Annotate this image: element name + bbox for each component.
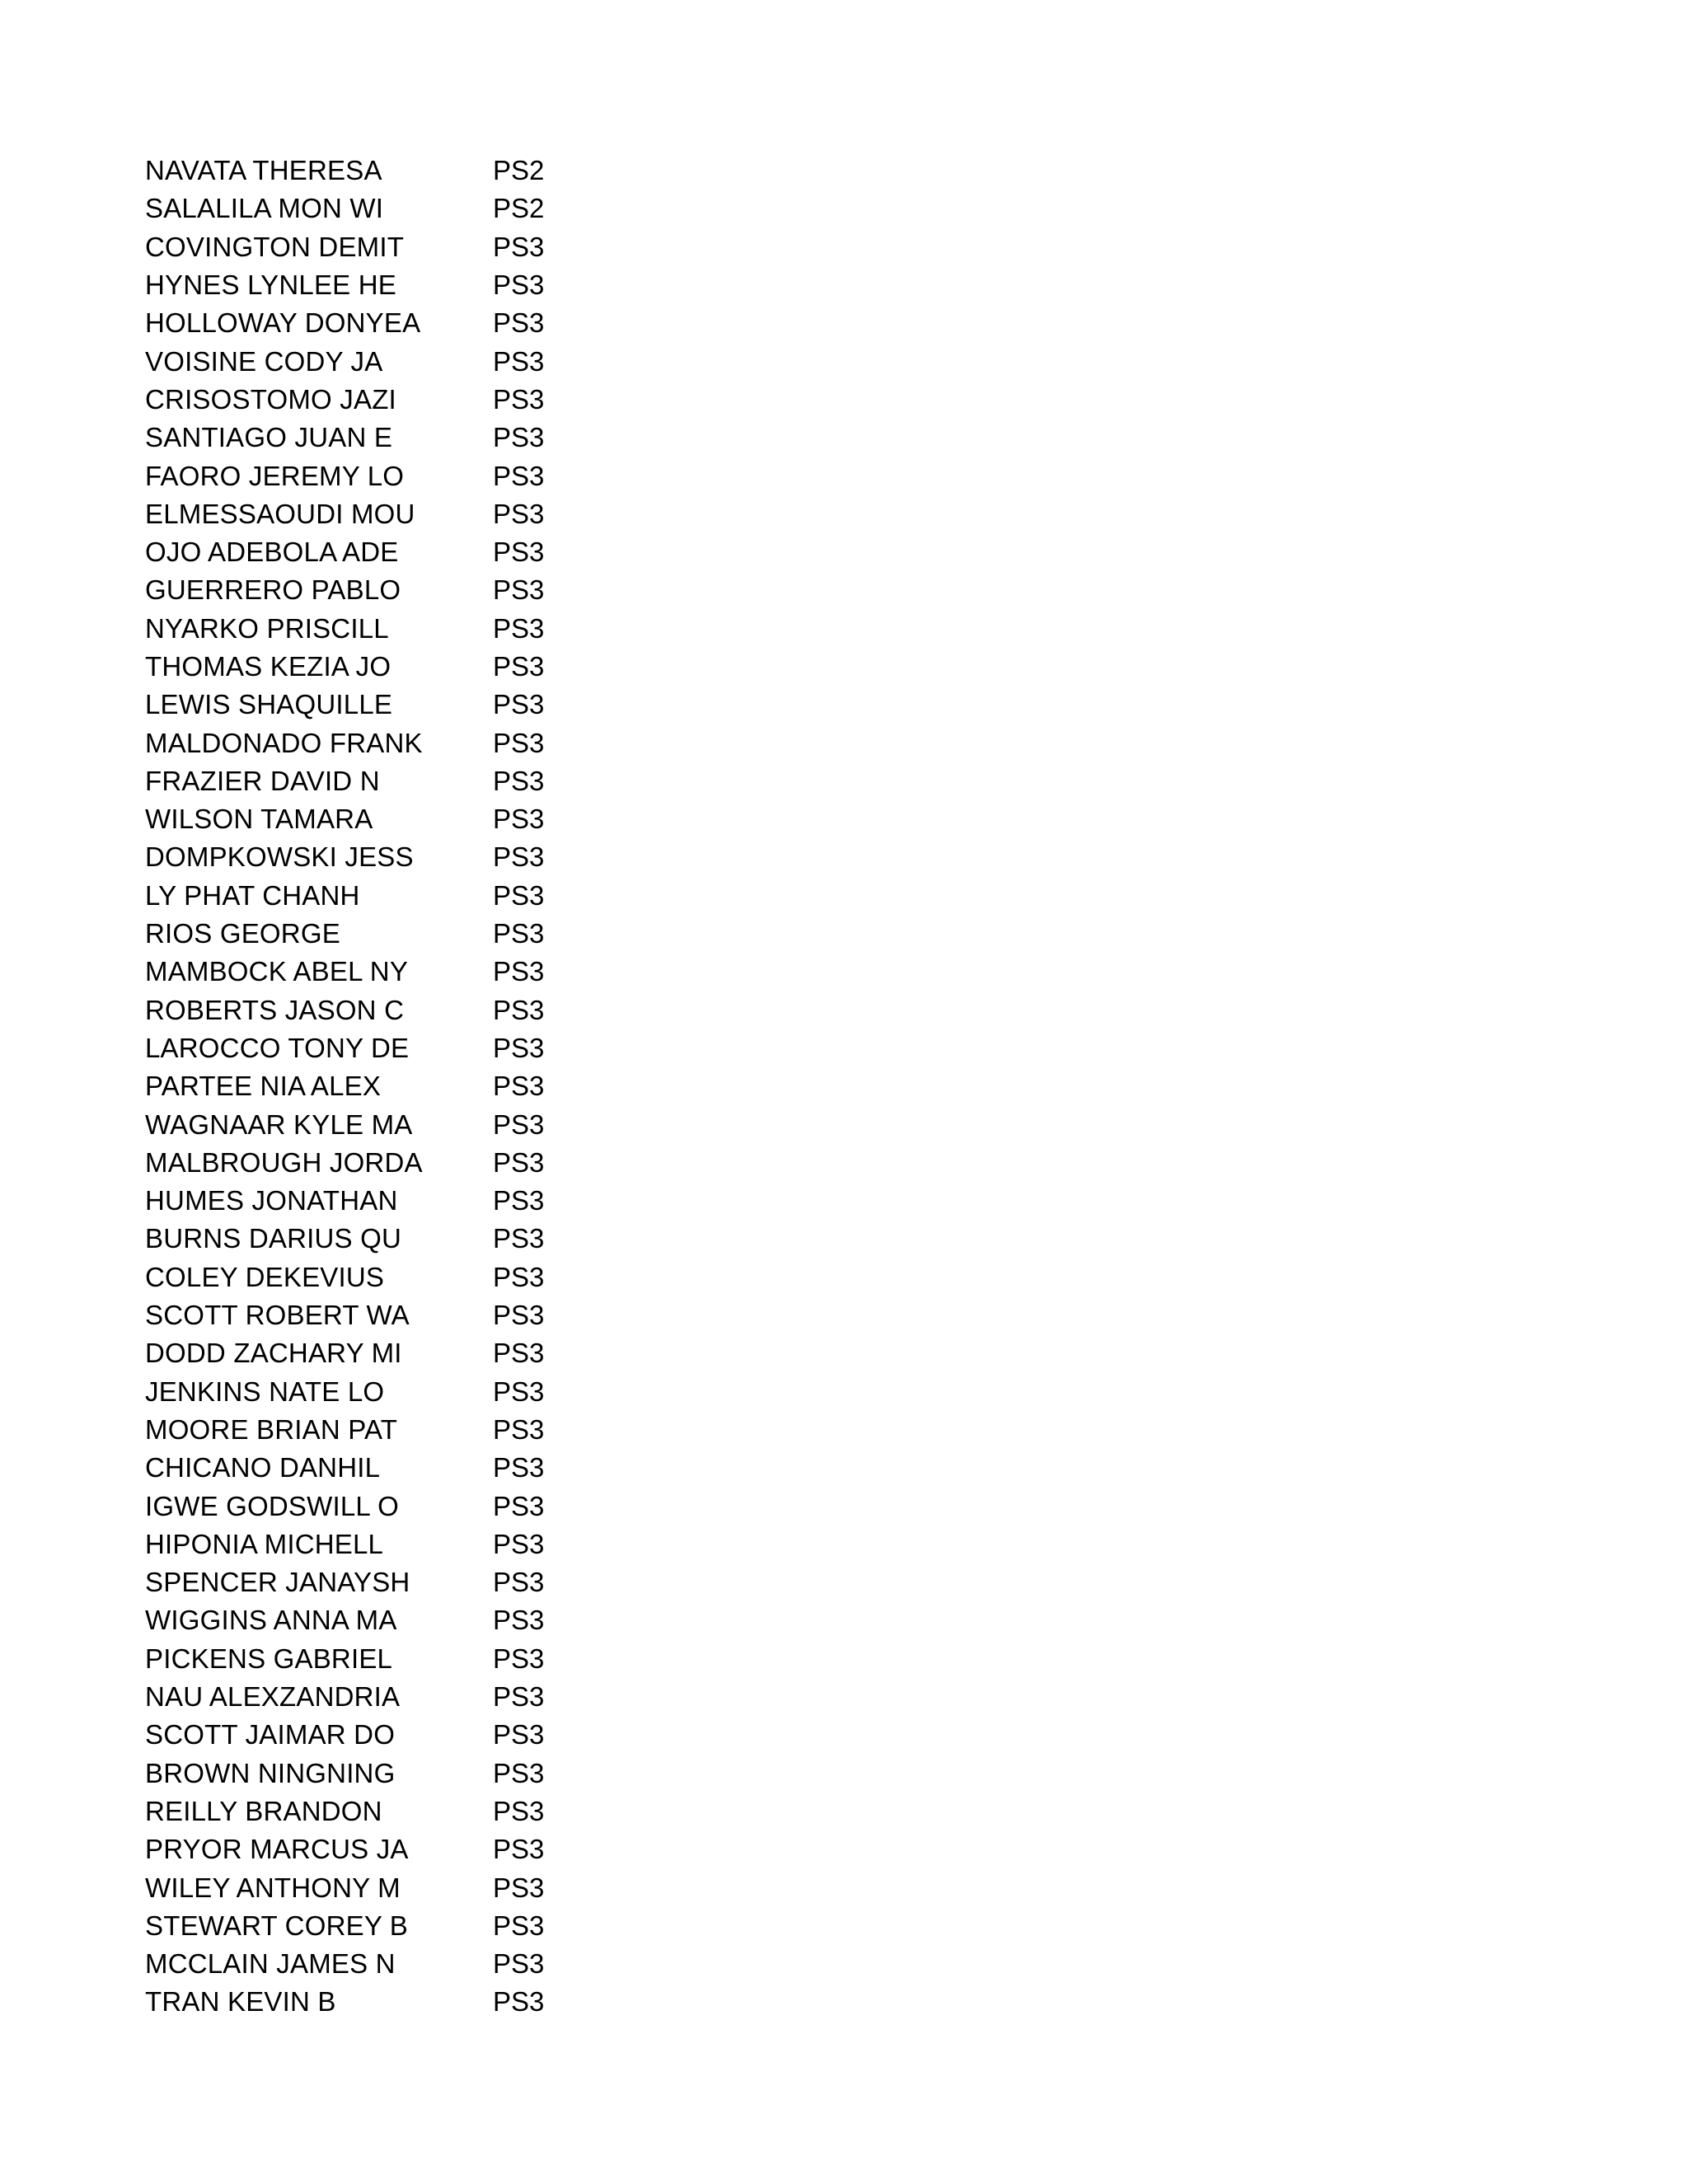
classification-code: PS3: [493, 1948, 545, 1980]
classification-code: PS3: [493, 383, 545, 415]
classification-code: PS3: [493, 1910, 545, 1941]
classification-code: PS3: [493, 1032, 545, 1063]
classification-code: PS3: [493, 1643, 545, 1674]
person-name: SCOTT ROBERT WA: [145, 1300, 410, 1331]
person-name: RIOS GEORGE: [145, 918, 340, 949]
list-item: [145, 152, 592, 190]
person-name: HIPONIA MICHELL: [145, 1528, 384, 1559]
list-item: [145, 1754, 592, 1792]
list-item: [145, 571, 592, 609]
person-name: LY PHAT CHANH: [145, 879, 360, 911]
person-name: COVINGTON DEMIT: [145, 231, 405, 262]
list-item: [145, 304, 592, 342]
classification-code: PS3: [493, 1261, 545, 1292]
person-name: JENKINS NATE LO: [145, 1376, 385, 1407]
person-name: FRAZIER DAVID N: [145, 765, 380, 796]
list-item: [145, 457, 592, 494]
classification-code: PS2: [493, 193, 545, 224]
list-item: [145, 1640, 592, 1678]
list-item: [145, 1716, 592, 1754]
classification-code: PS3: [493, 1528, 545, 1559]
list-item: [145, 1830, 592, 1868]
classification-code: PS3: [493, 537, 545, 568]
classification-code: PS3: [493, 689, 545, 720]
classification-code: PS3: [493, 1834, 545, 1865]
list-item: [145, 1220, 592, 1258]
classification-code: PS3: [493, 345, 545, 377]
person-name: SALALILA MON WI: [145, 193, 384, 224]
list-item: [145, 1067, 592, 1105]
classification-code: PS3: [493, 1872, 545, 1903]
list-item: [145, 266, 592, 304]
person-name: WAGNAAR KYLE MA: [145, 1108, 413, 1140]
classification-code: PS3: [493, 1413, 545, 1445]
person-name: STEWART COREY B: [145, 1910, 409, 1941]
classification-code: PS3: [493, 765, 545, 796]
list-item: [145, 648, 592, 686]
list-item: [145, 228, 592, 266]
person-name: COLEY DEKEVIUS: [145, 1261, 385, 1292]
list-item: [145, 762, 592, 800]
person-name: THOMAS KEZIA JO: [145, 651, 392, 682]
person-name: SPENCER JANAYSH: [145, 1567, 410, 1598]
list-item: [145, 1868, 592, 1906]
classification-code: PS3: [493, 727, 545, 758]
person-name: DODD ZACHARY MI: [145, 1338, 402, 1369]
list-item: [145, 190, 592, 227]
list-item: [145, 1678, 592, 1716]
classification-code: PS3: [493, 1567, 545, 1598]
person-name: REILLY BRANDON: [145, 1795, 382, 1826]
person-name: BURNS DARIUS QU: [145, 1223, 402, 1254]
person-name: NYARKO PRISCILL: [145, 612, 389, 644]
person-name: PARTEE NIA ALEX: [145, 1071, 382, 1102]
list-item: [145, 1029, 592, 1067]
list-item: [145, 953, 592, 991]
list-item: [145, 1105, 592, 1143]
list-item: [145, 1945, 592, 1983]
list-item: [145, 1296, 592, 1334]
person-name: BROWN NINGNING: [145, 1757, 396, 1788]
classification-code: PS3: [493, 1223, 545, 1254]
person-name: NAU ALEXZANDRIA: [145, 1681, 401, 1713]
classification-code: PS3: [493, 841, 545, 873]
person-name: VOISINE CODY JA: [145, 345, 383, 377]
name-code-list: [145, 152, 592, 2022]
classification-code: PS3: [493, 1490, 545, 1521]
person-name: CRISOSTOMO JAZI: [145, 383, 396, 415]
list-item: [145, 800, 592, 838]
person-name: NAVATA THERESA: [145, 155, 382, 186]
classification-code: PS3: [493, 1376, 545, 1407]
list-item: [145, 1334, 592, 1372]
classification-code: PS3: [493, 1185, 545, 1216]
person-name: ELMESSAOUDI MOU: [145, 498, 415, 529]
classification-code: PS2: [493, 155, 545, 186]
person-name: HUMES JONATHAN: [145, 1185, 398, 1216]
list-item: [145, 838, 592, 876]
classification-code: PS3: [493, 879, 545, 911]
classification-code: PS3: [493, 1338, 545, 1369]
person-name: SCOTT JAIMAR DO: [145, 1719, 396, 1750]
person-name: MCCLAIN JAMES N: [145, 1948, 396, 1980]
person-name: DOMPKOWSKI JESS: [145, 841, 414, 873]
list-item: [145, 1526, 592, 1563]
list-item: [145, 1258, 592, 1296]
classification-code: PS3: [493, 804, 545, 835]
classification-code: PS3: [493, 269, 545, 301]
list-item: [145, 1144, 592, 1182]
person-name: LAROCCO TONY DE: [145, 1032, 410, 1063]
classification-code: PS3: [493, 1108, 545, 1140]
classification-code: PS3: [493, 1986, 545, 2018]
list-item: [145, 1411, 592, 1449]
person-name: ROBERTS JASON C: [145, 994, 405, 1025]
list-item: [145, 1373, 592, 1411]
list-item: [145, 1563, 592, 1601]
classification-code: PS3: [493, 231, 545, 262]
list-item: [145, 915, 592, 953]
person-name: HYNES LYNLEE HE: [145, 269, 396, 301]
classification-code: PS3: [493, 918, 545, 949]
classification-code: PS3: [493, 1719, 545, 1750]
list-item: [145, 495, 592, 533]
person-name: MALBROUGH JORDA: [145, 1146, 423, 1178]
list-item: [145, 419, 592, 457]
list-item: [145, 1601, 592, 1639]
person-name: FAORO JEREMY LO: [145, 460, 405, 491]
classification-code: PS3: [493, 1681, 545, 1713]
list-item: [145, 610, 592, 648]
list-item: [145, 1793, 592, 1830]
person-name: MOORE BRIAN PAT: [145, 1413, 398, 1445]
classification-code: PS3: [493, 422, 545, 453]
classification-code: PS3: [493, 460, 545, 491]
list-item: [145, 991, 592, 1029]
classification-code: PS3: [493, 498, 545, 529]
classification-code: PS3: [493, 612, 545, 644]
person-name: LEWIS SHAQUILLE: [145, 689, 393, 720]
person-name: IGWE GODSWILL O: [145, 1490, 399, 1521]
person-name: TRAN KEVIN B: [145, 1986, 336, 2018]
list-item: [145, 1449, 592, 1487]
list-item: [145, 342, 592, 380]
person-name: MALDONADO FRANK: [145, 727, 423, 758]
classification-code: PS3: [493, 1071, 545, 1102]
person-name: CHICANO DANHIL: [145, 1452, 381, 1483]
person-name: HOLLOWAY DONYEA: [145, 307, 421, 339]
list-item: [145, 1907, 592, 1945]
person-name: GUERRERO PABLO: [145, 574, 401, 606]
person-name: MAMBOCK ABEL NY: [145, 956, 409, 987]
classification-code: PS3: [493, 956, 545, 987]
person-name: WILSON TAMARA: [145, 804, 373, 835]
person-name: PICKENS GABRIEL: [145, 1643, 393, 1674]
person-name: WILEY ANTHONY M: [145, 1872, 401, 1903]
classification-code: PS3: [493, 994, 545, 1025]
list-item: [145, 1983, 592, 2021]
classification-code: PS3: [493, 574, 545, 606]
classification-code: PS3: [493, 1605, 545, 1636]
classification-code: PS3: [493, 651, 545, 682]
list-item: [145, 533, 592, 571]
classification-code: PS3: [493, 1146, 545, 1178]
person-name: SANTIAGO JUAN E: [145, 422, 393, 453]
list-item: [145, 381, 592, 419]
list-item: [145, 724, 592, 762]
list-item: [145, 877, 592, 915]
classification-code: PS3: [493, 307, 545, 339]
list-item: [145, 1487, 592, 1525]
person-name: PRYOR MARCUS JA: [145, 1834, 409, 1865]
classification-code: PS3: [493, 1757, 545, 1788]
list-item: [145, 1182, 592, 1220]
person-name: WIGGINS ANNA MA: [145, 1605, 397, 1636]
classification-code: PS3: [493, 1795, 545, 1826]
classification-code: PS3: [493, 1300, 545, 1331]
classification-code: PS3: [493, 1452, 545, 1483]
person-name: OJO ADEBOLA ADE: [145, 537, 399, 568]
list-item: [145, 686, 592, 724]
